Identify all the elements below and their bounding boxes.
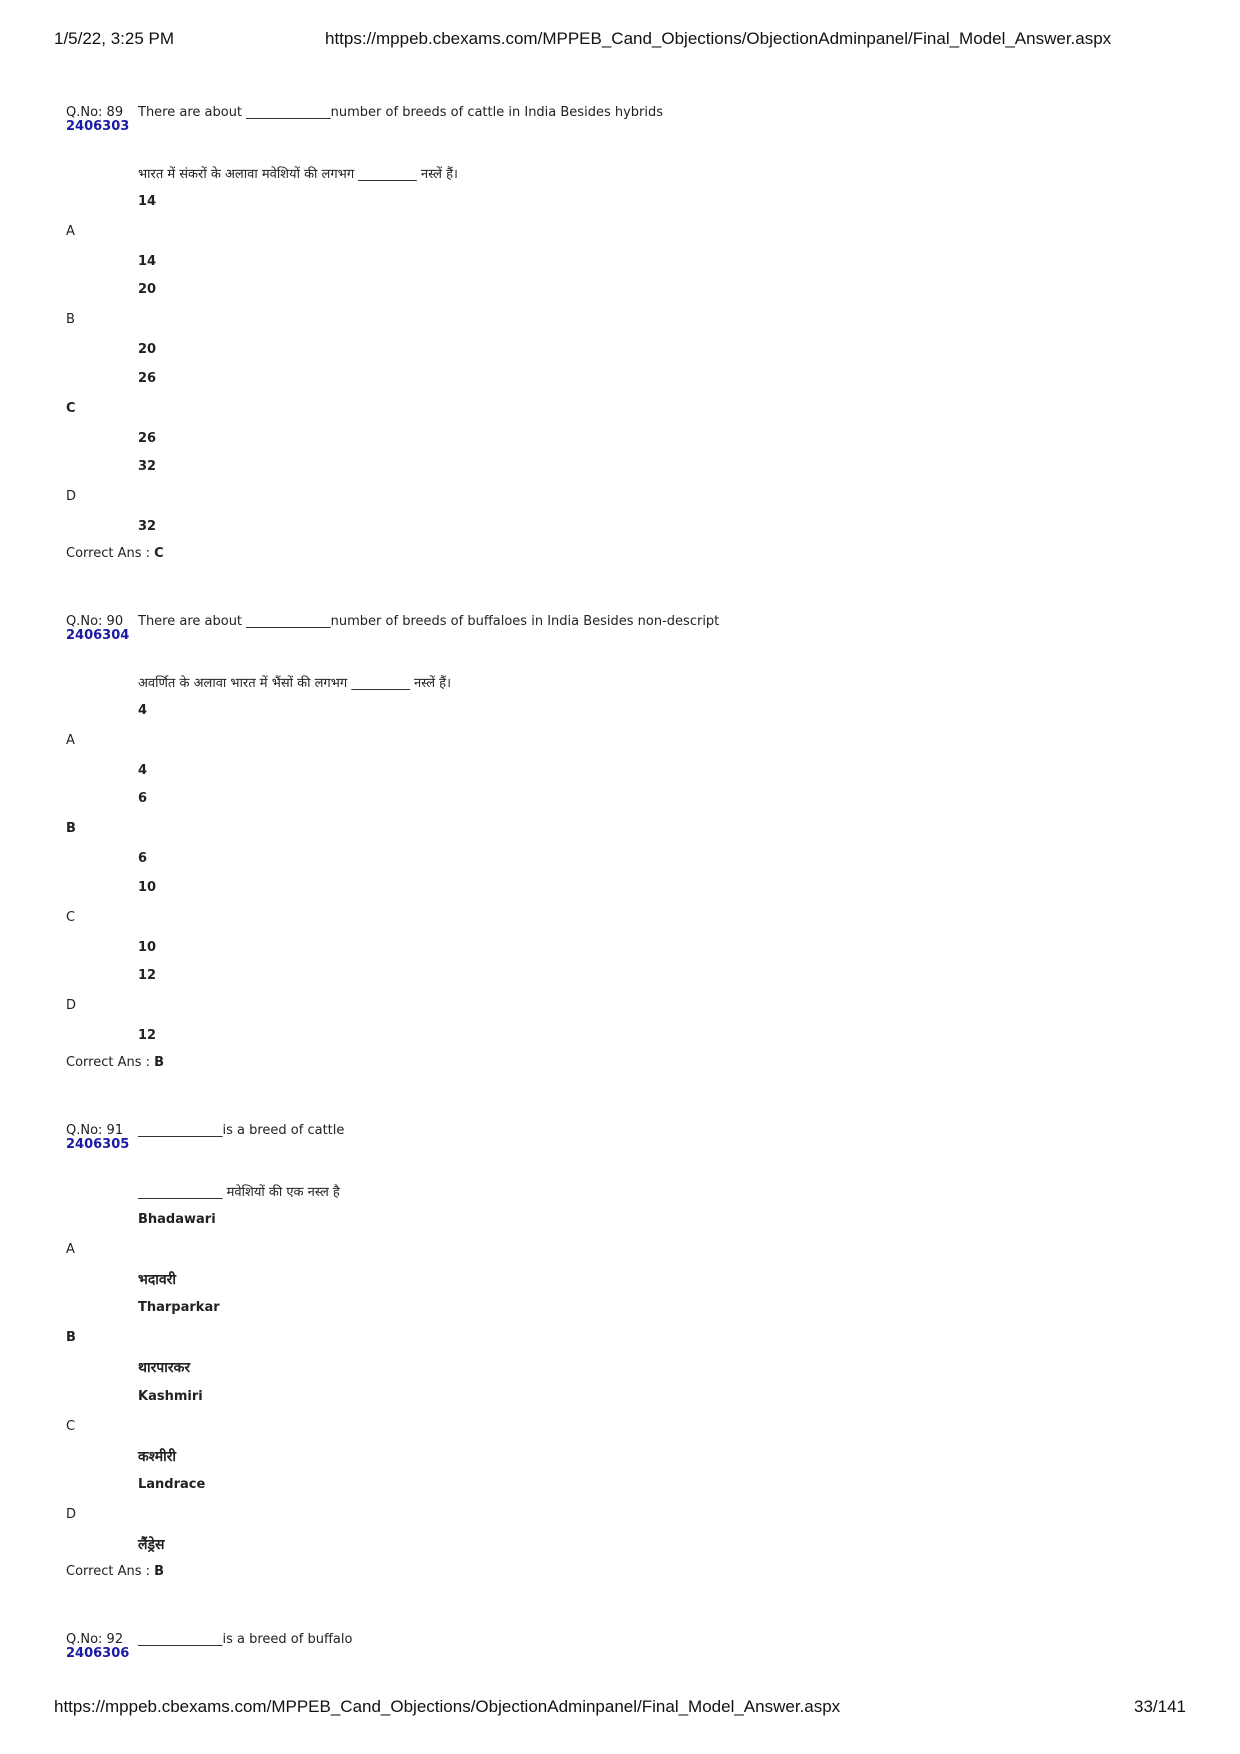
question-text: There are about _____________number of breeds of cattle in India Besides hybrids [138, 105, 664, 120]
correct-answer [66, 1564, 164, 1579]
option-d-letter: D [66, 998, 77, 1013]
option-b-text: 6 [138, 791, 148, 806]
option-a-letter: A [66, 1242, 75, 1257]
question-text-hindi: _____________ मवेशियों की एक नस्ल है [138, 1185, 340, 1200]
option-a-text-hindi: भदावरी [138, 1272, 177, 1288]
question-number: Q.No: 91 [66, 1123, 124, 1138]
option-a-letter: A [66, 224, 75, 239]
correct-answer-value: C [154, 546, 164, 561]
option-c-text: 26 [138, 371, 157, 386]
correct-answer [66, 1055, 164, 1070]
option-d-text: 32 [138, 459, 157, 474]
correct-answer [66, 546, 164, 561]
question-number: Q.No: 92 [66, 1632, 124, 1647]
option-c-letter: C [66, 401, 76, 416]
option-b-text: Tharparkar [138, 1300, 220, 1315]
option-b-letter: B [66, 312, 75, 327]
page-number: 33/141 [1134, 1697, 1186, 1716]
option-c-text: 10 [138, 880, 157, 895]
option-b-text-hindi: थारपारकर [138, 1360, 191, 1376]
question-id: 2406304 [66, 628, 130, 643]
option-c-text-hindi: 10 [138, 940, 157, 955]
correct-answer-value: B [154, 1564, 165, 1579]
option-c-text-hindi: कश्मीरी [138, 1449, 177, 1465]
option-b-text: 20 [138, 282, 157, 297]
option-d-text-hindi: लैंड्रेस [138, 1537, 165, 1553]
option-b-text-hindi: 20 [138, 342, 157, 357]
correct-answer-value: B [154, 1055, 165, 1070]
option-a-text-hindi: 4 [138, 763, 148, 778]
print-datetime: 1/5/22, 3:25 PM [54, 29, 175, 48]
question-text: _____________is a breed of buffalo [138, 1632, 353, 1647]
option-b-text-hindi: 6 [138, 851, 148, 866]
correct-answer-label: Correct Ans : [66, 1055, 150, 1070]
option-a-text: Bhadawari [138, 1212, 216, 1227]
correct-answer-label: Correct Ans : [66, 1564, 150, 1579]
option-a-text-hindi: 14 [138, 254, 157, 269]
question-text: There are about _____________number of breeds of buffaloes in India Besides non-descript [138, 614, 720, 629]
question-id: 2406305 [66, 1137, 130, 1152]
footer-url: https://mppeb.cbexams.com/MPPEB_Cand_Objections/ObjectionAdminpanel/Final_Model_Answer.aspx [54, 1697, 841, 1716]
print-url: https://mppeb.cbexams.com/MPPEB_Cand_Objections/ObjectionAdminpanel/Final_Model_Answer.aspx [325, 29, 1112, 48]
correct-answer-label: Correct Ans : [66, 546, 150, 561]
question-id: 2406306 [66, 1646, 130, 1661]
option-d-letter: D [66, 489, 77, 504]
option-c-text: Kashmiri [138, 1389, 203, 1404]
option-d-text-hindi: 12 [138, 1028, 157, 1043]
question-text: _____________is a breed of cattle [138, 1123, 345, 1138]
option-d-text-hindi: 32 [138, 519, 157, 534]
option-b-letter: B [66, 821, 76, 836]
option-a-text: 14 [138, 194, 157, 209]
option-a-letter: A [66, 733, 75, 748]
option-c-letter: C [66, 910, 76, 925]
option-d-letter: D [66, 1507, 77, 1522]
question-text-hindi: अवर्णित के अलावा भारत में भैंसों की लगभग _________ नस्लें हैं। [138, 676, 452, 691]
option-a-text: 4 [138, 703, 148, 718]
question-number: Q.No: 89 [66, 105, 124, 120]
option-c-letter: C [66, 1419, 76, 1434]
question-text-hindi: भारत में संकरों के अलावा मवेशियों की लगभग _________ नस्लें हैं। [138, 167, 458, 182]
question-id: 2406303 [66, 119, 130, 134]
option-d-text: 12 [138, 968, 157, 983]
option-d-text: Landrace [138, 1477, 206, 1492]
option-c-text-hindi: 26 [138, 431, 157, 446]
question-number: Q.No: 90 [66, 614, 124, 629]
option-b-letter: B [66, 1330, 76, 1345]
